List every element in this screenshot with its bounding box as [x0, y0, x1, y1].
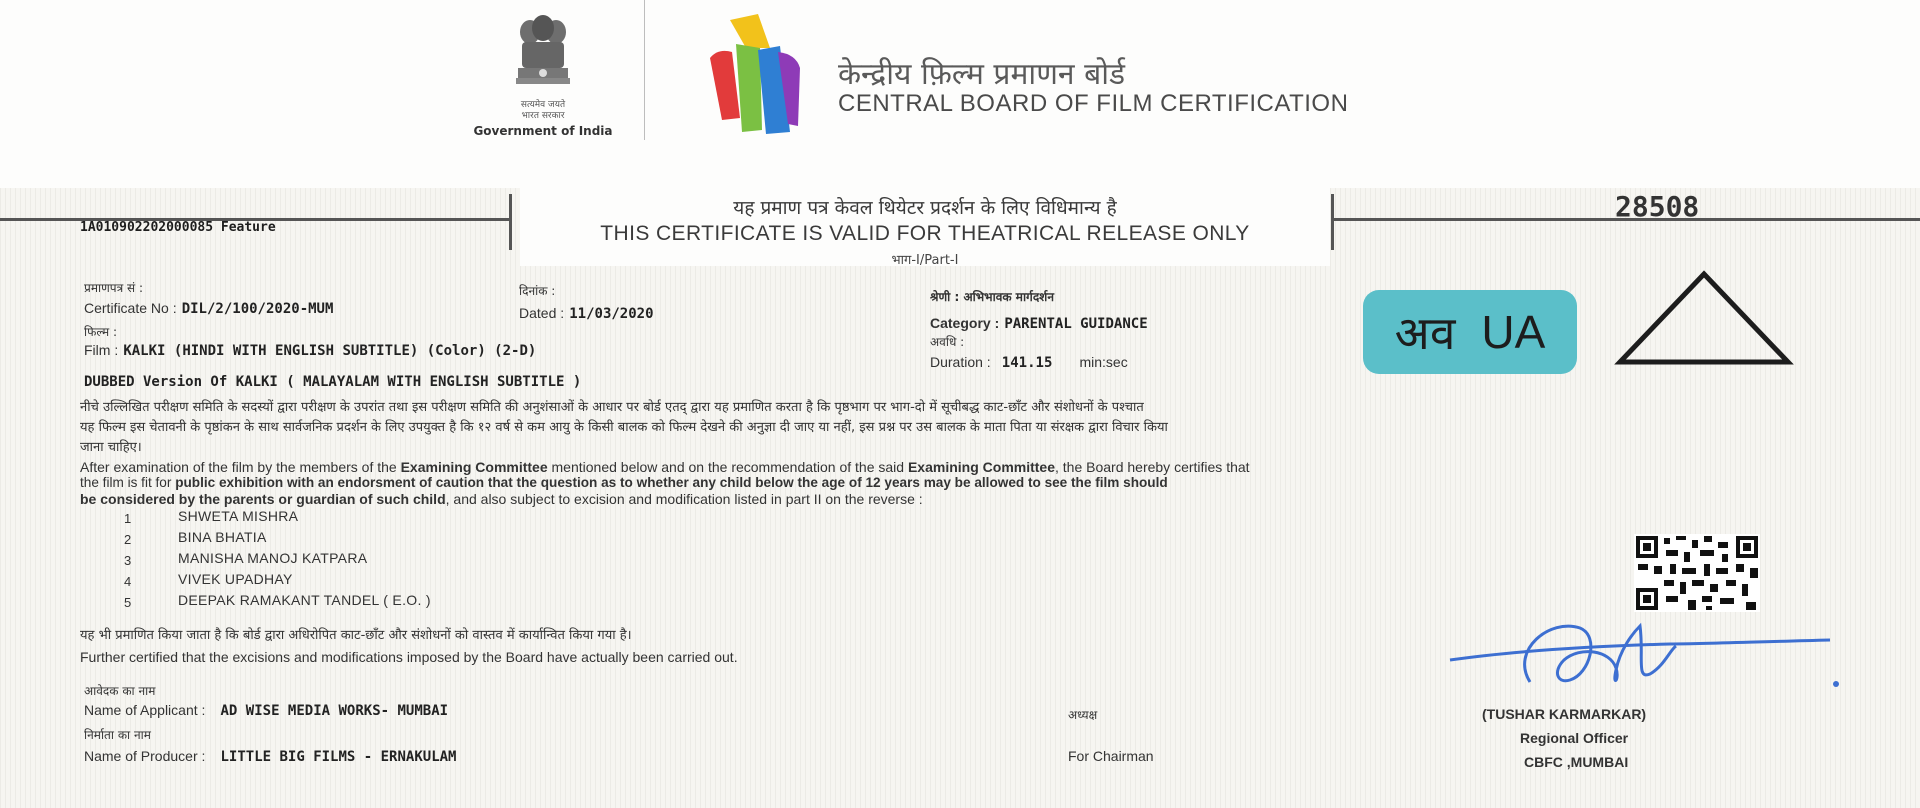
- applicant-row: [84, 700, 448, 719]
- qr-code-icon: [1634, 534, 1760, 612]
- member-number: 3: [124, 553, 132, 568]
- ashoka-emblem-icon: [508, 14, 578, 96]
- english-certification-line-3: [80, 490, 923, 508]
- further-certified-hindi: यह भी प्रमाणित किया जाता है कि बोर्ड द्वारा अधिरोपित काट-छाँट और संशोधनों को वास्तव में कार्यान्वित किया गया है।: [80, 628, 632, 643]
- government-emblem-block: [468, 14, 618, 138]
- en-line-1e: , the Board hereby certifies that: [1055, 459, 1250, 475]
- en-line-3b: , and also subject to excision and modification listed in part II on the reverse :: [445, 491, 923, 507]
- date-row: [519, 303, 654, 322]
- duration-row: [930, 352, 1128, 371]
- en-line-1b: Examining Committee: [400, 459, 548, 475]
- film-row: [84, 340, 536, 359]
- triangle-symbol-icon: [1614, 268, 1794, 368]
- signatory-office: CBFC ,MUMBAI: [1524, 754, 1629, 770]
- category-label-hindi: श्रेणी :: [930, 290, 960, 304]
- cert-no-label: Certificate No :: [84, 300, 177, 316]
- validity-hindi: यह प्रमाण पत्र केवल थियेटर प्रदर्शन के लिए विधिमान्य है: [733, 197, 1117, 219]
- hindi-certification-line-2: यह फिल्म इस चेतावनी के पृष्ठांकन के साथ सार्वजनिक प्रदर्शन के लिए उपयुक्त है कि १२ वर्ष से कम आयु के किसी बालक को फिल्म देखने की अनुज्ञा दी जाए या नहीं, इस प्रश्न पर उस बालक के माता पिता या संरक्षक द्वारा विचार किया: [80, 420, 1168, 435]
- date-value: 11/03/2020: [569, 306, 654, 322]
- signature-scribble: [1440, 610, 1840, 710]
- duration-unit: min:sec: [1079, 354, 1128, 370]
- member-name: BINA BHATIA: [178, 529, 267, 545]
- duration-label-hindi: अवधि :: [930, 335, 965, 349]
- producer-value: LITTLE BIG FILMS - ERNAKULAM: [220, 749, 457, 765]
- cert-no-value: DIL/2/100/2020-MUM: [181, 301, 334, 317]
- category-value: PARENTAL GUIDANCE: [1004, 316, 1148, 332]
- category-value-hindi: अभिभावक मार्गदर्शन: [963, 290, 1055, 304]
- en-line-3a: be considered by the parents or guardian of such child: [80, 491, 446, 507]
- emblem-motto: सत्यमेव जयते: [520, 100, 566, 110]
- board-name-hindi: केन्द्रीय फ़िल्म प्रमाणन बोर्ड: [838, 57, 1126, 92]
- header-divider: [644, 0, 645, 140]
- member-number: 2: [124, 532, 132, 547]
- en-line-2b: public exhibition with an endorsment of caution that the question as to whether any child below the age of 12 years may be allowed to see the film should: [175, 475, 1168, 490]
- producer-label: Name of Producer :: [84, 748, 206, 764]
- government-of-india-text: Government of India: [473, 124, 613, 138]
- applicant-label-hindi: आवेदक का नाम: [84, 684, 156, 698]
- header-rule-right-end: [1331, 194, 1334, 250]
- committee-member-1: [124, 508, 299, 527]
- committee-member-4: [124, 571, 293, 590]
- certificate-part: भाग-I/Part-I: [891, 253, 959, 268]
- committee-member-2: [124, 529, 267, 548]
- cert-no-label-hindi: प्रमाणपत्र सं :: [84, 281, 144, 295]
- en-line-1a: After examination of the film by the members of the: [80, 459, 401, 475]
- category-row: [930, 313, 1148, 332]
- member-number: 4: [124, 574, 132, 589]
- hindi-certification-line-1: नीचे उल्लिखित परीक्षण समिति के सदस्यों द्वारा परीक्षण के उपरांत तथा इस परीक्षण समिति की अनुशंसाओं के आधार पर बोर्ड एतद् द्वारा यह प्रमाणित करता है कि पृष्ठभाग पर भाग-दो में सूचीबद्ध काट-छाँट और संशोधनों के पश्चात: [80, 400, 1144, 415]
- hindi-certification-line-3: जाना चाहिए।: [80, 440, 142, 455]
- board-name-english: CENTRAL BOARD OF FILM CERTIFICATION: [838, 90, 1349, 117]
- duration-value: 141.15: [1001, 355, 1053, 371]
- further-certified-english: Further certified that the excisions and modifications imposed by the Board have actually been carried out.: [80, 649, 738, 665]
- validity-banner: [520, 186, 1330, 266]
- for-chairman-label: For Chairman: [1068, 748, 1154, 764]
- en-line-1d: Examining Committee: [907, 459, 1055, 475]
- film-label-hindi: फिल्म :: [84, 325, 118, 339]
- signatory-title: Regional Officer: [1520, 730, 1629, 746]
- signatory-name: (TUSHAR KARMARKAR): [1482, 706, 1647, 722]
- member-name: VIVEK UPADHAY: [178, 571, 293, 587]
- en-line-2a: the film is fit for: [80, 475, 176, 490]
- producer-label-hindi: निर्माता का नाम: [84, 728, 151, 742]
- committee-member-3: [124, 550, 368, 569]
- member-name: MANISHA MANOJ KATPARA: [178, 550, 368, 566]
- emblem-hindi-text: भारत सरकार: [521, 111, 565, 121]
- applicant-label: Name of Applicant :: [84, 702, 206, 718]
- chairman-label-hindi: अध्यक्ष: [1068, 708, 1098, 722]
- duration-label: Duration :: [930, 354, 991, 370]
- rating-english: UA: [1481, 306, 1546, 358]
- applicant-value: AD WISE MEDIA WORKS- MUMBAI: [220, 703, 449, 719]
- dubbed-version-note: DUBBED Version Of KALKI ( MALAYALAM WITH ENGLISH SUBTITLE ): [84, 374, 582, 390]
- member-name: DEEPAK RAMAKANT TANDEL ( E.O. ): [178, 592, 431, 608]
- rating-badge: [1363, 290, 1577, 374]
- producer-row: [84, 746, 457, 765]
- certificate-serial-number: 28508: [1615, 190, 1700, 223]
- category-hindi-row: [930, 288, 1054, 305]
- rating-hindi: अव: [1394, 307, 1456, 359]
- category-label: Category :: [930, 315, 1000, 331]
- member-number: 5: [124, 595, 132, 610]
- certificate-ref-code: 1A010902202000085 Feature: [80, 220, 276, 235]
- cert-no-row: [84, 298, 333, 317]
- date-label: Dated :: [519, 305, 565, 321]
- cbfc-logo-icon: [700, 8, 820, 138]
- validity-english: THIS CERTIFICATE IS VALID FOR THEATRICAL RELEASE ONLY: [600, 222, 1250, 245]
- film-label: Film :: [84, 342, 119, 358]
- member-name: SHWETA MISHRA: [178, 508, 299, 524]
- member-number: 1: [124, 511, 132, 526]
- header-rule-left-end: [509, 194, 512, 250]
- film-value: KALKI (HINDI WITH ENGLISH SUBTITLE) (Color) (2-D): [123, 343, 537, 359]
- date-label-hindi: दिनांक :: [519, 284, 556, 298]
- committee-member-5: [124, 592, 431, 611]
- en-line-1c: mentioned below and on the recommendation of the said: [547, 459, 908, 475]
